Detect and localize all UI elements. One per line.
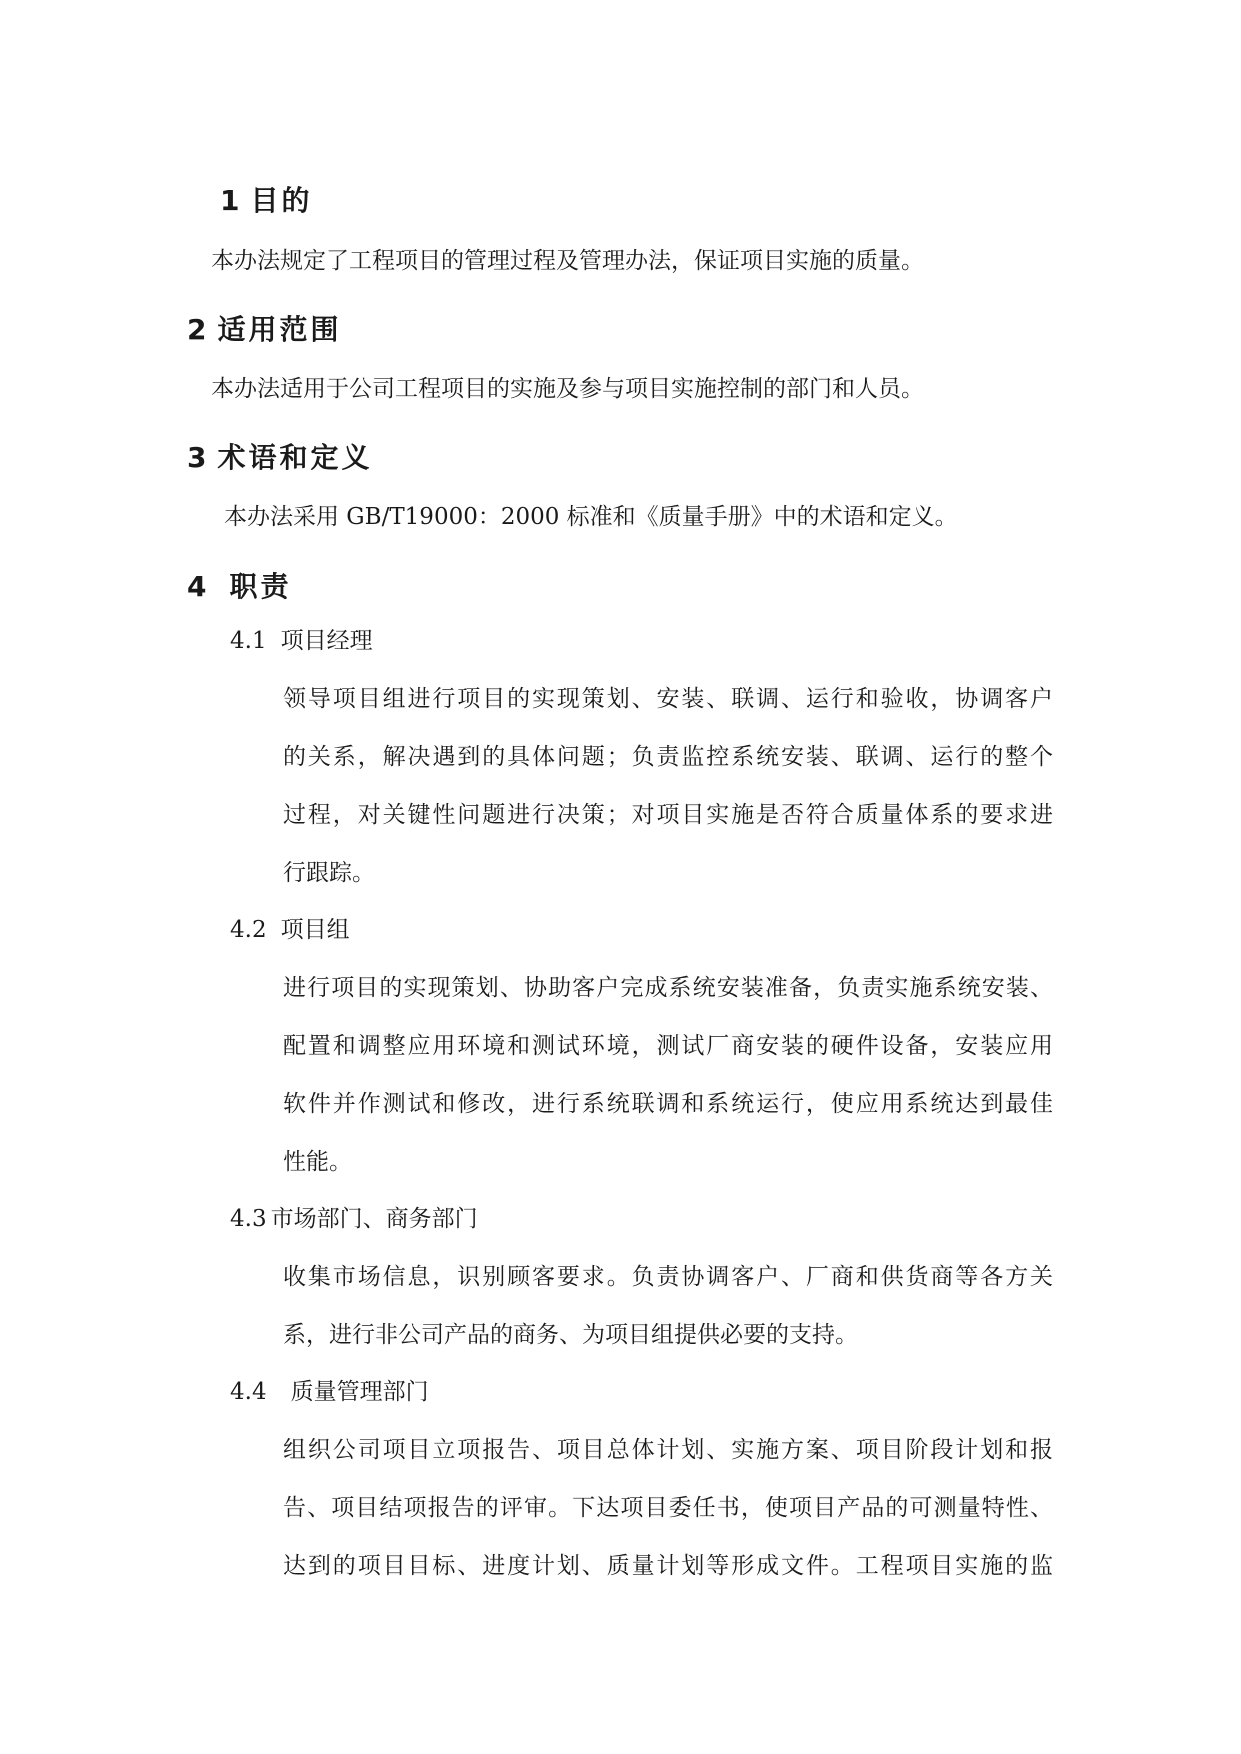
- body-line: 收集市场信息，识别顾客要求。负责协调客户、厂商和供货商等各方关: [283, 1264, 1053, 1290]
- section-paragraph-purpose: 本办法规定了工程项目的管理过程及管理办法，保证项目实施的质量。: [211, 248, 924, 274]
- body-line: 领导项目组进行项目的实现策划、安装、联调、运行和验收，协调客户: [283, 686, 1053, 712]
- subsection-heading-quality-management: [230, 1377, 429, 1407]
- subsection-body-project-team: [283, 959, 1053, 1191]
- body-line: 软件并作测试和修改，进行系统联调和系统运行，使应用系统达到最佳: [283, 1091, 1053, 1117]
- subsection-title: 市场部门、商务部门: [270, 1206, 478, 1232]
- body-line: 达到的项目目标、进度计划、质量计划等形成文件。工程项目实施的监: [283, 1553, 1053, 1579]
- body-line: 告、项目结项报告的评审。下达项目委任书，使项目产品的可测量特性、: [283, 1495, 1053, 1521]
- section-number: 3: [187, 441, 210, 474]
- section-heading-responsibilities: [187, 570, 292, 604]
- subsection-heading-market-business: [230, 1204, 478, 1234]
- body-line: 过程，对关键性问题进行决策；对项目实施是否符合质量体系的要求进: [283, 802, 1053, 828]
- subsection-body-market-business: [283, 1248, 1053, 1364]
- section-title: 适用范围: [217, 313, 342, 346]
- subsection-title: 项目经理: [280, 628, 373, 654]
- section-heading-purpose: [220, 184, 313, 218]
- body-line: 系，进行非公司产品的商务、为项目组提供必要的支持。: [283, 1322, 858, 1348]
- subsection-number: 4.3: [230, 1206, 267, 1232]
- subsection-number: 4.4: [230, 1379, 267, 1405]
- subsection-number: 4.1: [230, 628, 267, 654]
- section-number: 1: [220, 184, 243, 217]
- section-paragraph-scope: 本办法适用于公司工程项目的实施及参与项目实施控制的部门和人员。: [211, 376, 924, 402]
- section-title: 目的: [250, 184, 313, 217]
- body-line: 配置和调整应用环境和测试环境，测试厂商安装的硬件设备，安装应用: [283, 1033, 1053, 1059]
- subsection-title: 质量管理部门: [290, 1379, 429, 1405]
- subsection-body-quality-management: [283, 1421, 1053, 1595]
- subsection-heading-project-manager: [230, 626, 373, 656]
- section-number: 4: [187, 570, 210, 603]
- subsection-heading-project-team: [230, 915, 350, 945]
- body-line: 的关系，解决遇到的具体问题；负责监控系统安装、联调、运行的整个: [283, 744, 1053, 770]
- body-line: 组织公司项目立项报告、项目总体计划、实施方案、项目阶段计划和报: [283, 1437, 1053, 1463]
- section-heading-scope: [187, 313, 342, 347]
- body-line: 行跟踪。: [283, 860, 375, 886]
- body-line: 性能。: [283, 1149, 352, 1175]
- subsection-title: 项目组: [280, 917, 350, 943]
- section-title: 职责: [229, 570, 292, 603]
- section-heading-terms: [187, 441, 373, 475]
- subsection-body-project-manager: [283, 670, 1053, 902]
- section-paragraph-terms: 本办法采用 GB/T19000：2000 标准和《质量手册》中的术语和定义。: [224, 504, 958, 530]
- subsection-number: 4.2: [230, 917, 267, 943]
- body-line: 进行项目的实现策划、协助客户完成系统安装准备，负责实施系统安装、: [283, 975, 1053, 1001]
- section-number: 2: [187, 313, 210, 346]
- section-title: 术语和定义: [217, 441, 373, 474]
